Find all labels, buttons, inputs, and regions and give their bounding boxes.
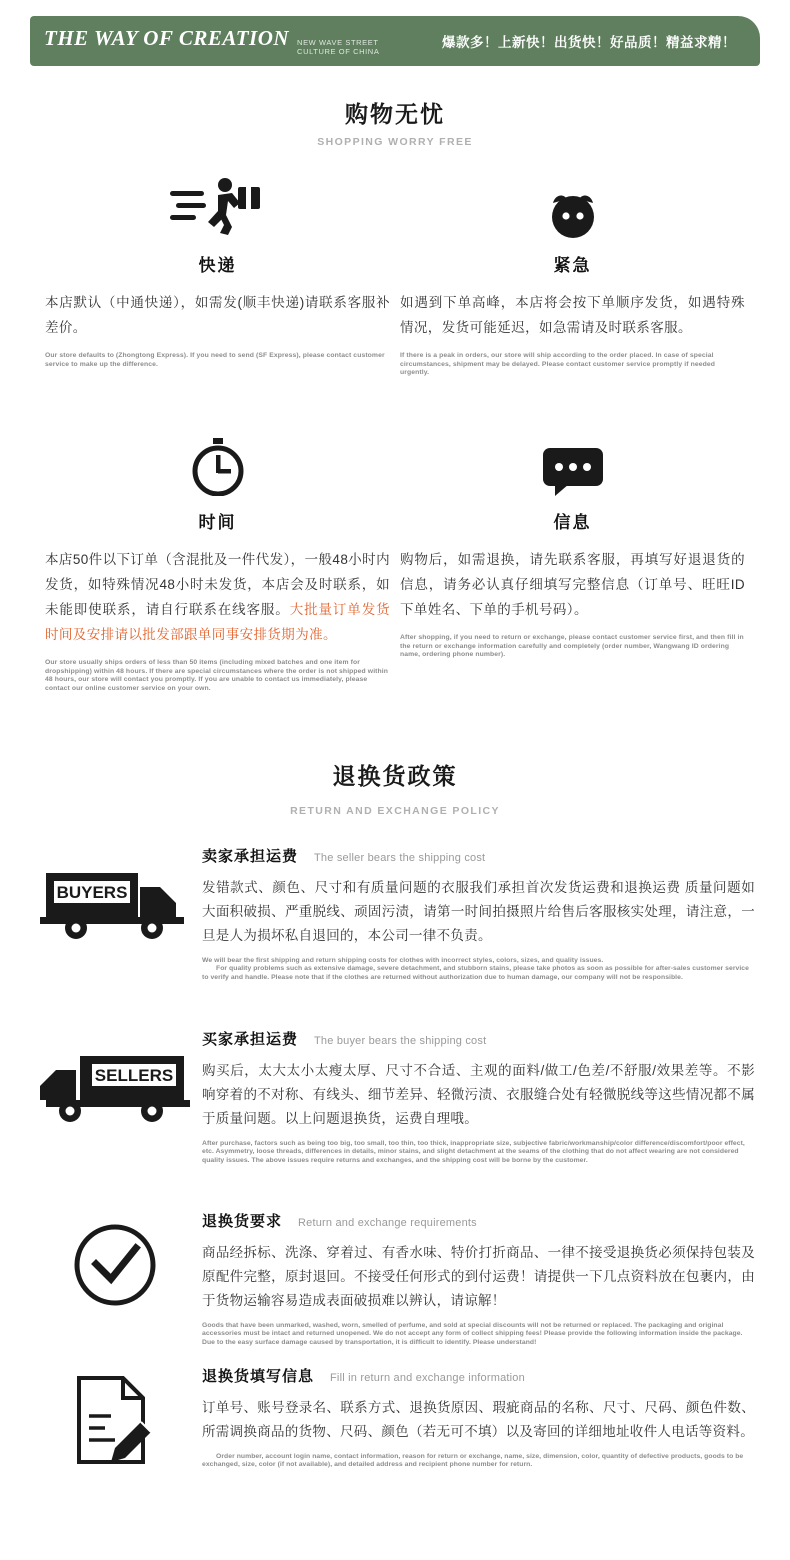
cell-text-en-time: Our store usually ships orders of less than 50 items (including mixed batches and one item for dropshipping) within 48 hours. If there are special circumstances where the order is not shipped within 48 hours, our store will contact you promptly. If you are unable to contact us immediately, please contact our online customer service on your own. (45, 659, 389, 692)
check-circle-icon (40, 1210, 190, 1320)
policy-text-en-buyer-1: After purchase, factors such as being too big, too small, too thin, too thick, inappropriate size, subjective fabric/workmanship/color difference/discomfort/poor effect, etc. Asymmetry, loose threads, differences in details, minor stains, and slight detachment at the seams of the clothing that do not affect wearing are not considered quality issues. The above issues require returns and exchanges, and the shipping cost will be borne by the customer. (202, 1140, 745, 1164)
policy-body-fill-info (202, 1365, 755, 1470)
message-bubble-icon (400, 432, 745, 496)
policy-head-seller-shipping (202, 845, 755, 866)
policy-row-fill-info (40, 1365, 755, 1470)
policy-head-en-buyer: The buyer bears the shipping cost (314, 1035, 487, 1047)
policy-head-requirements (202, 1210, 755, 1231)
policy-head-en-requirements: Return and exchange requirements (298, 1217, 477, 1229)
cell-text-cn-urgent: 如遇到下单高峰，本店将会按下单顺序发货，如遇特殊情况，发货可能延迟，如急需请及时联系客服。 (400, 295, 745, 335)
worry-free-cell-express (45, 175, 390, 369)
policy-body-requirements (202, 1210, 755, 1347)
urgent-face-icon (400, 175, 745, 239)
return-policy-subtitle: RETURN AND EXCHANGE POLICY (290, 805, 500, 817)
cell-title-express: 快递 (198, 256, 237, 275)
cell-title-message: 信息 (553, 513, 592, 532)
document-pencil-icon (40, 1365, 190, 1475)
truck-buyers-icon (40, 845, 190, 955)
truck-label-buyers: BUYERS (56, 883, 128, 902)
policy-head-buyer-shipping (202, 1028, 755, 1049)
cell-text-cn-express: 本店默认（中通快递），如需发(顺丰快递)请联系客服补差价。 (45, 295, 390, 335)
cell-text-cn-message: 购物后，如需退换，请先联系客服，再填写好退退货的信息，请务必认真仔细填写完整信息（订单号、旺旺ID下单姓名、下单的手机号码）。 (400, 552, 745, 617)
policy-text-cn-requirements: 商品经拆标、洗涤、穿着过、有香水味、特价打折商品、一律不接受退换货必须保持包装及原配件完整，原封退回。不接受任何形式的到付运费！请提供一下几点资料放在包裹内，由于货物运输容易造成表面破损难以辨认，请谅解！ (202, 1245, 755, 1308)
policy-head-cn-requirements: 退换货要求 (202, 1213, 283, 1230)
cell-text-cn-time (45, 547, 390, 647)
brand-subtitle-line1: NEW WAVE STREET (297, 38, 379, 47)
policy-text-en-requirements: Goods that have been unmarked, washed, worn, smelled of perfume, and sold at special discounts will not be returned or replaced. The packaging and original accessories must be intact and returned unopened. We do not accept any form of collect shipping fees! Please provide the following information inside the package. Due to the easy surface damage caused by transportation, it is difficult to identify. Please understand! (202, 1322, 743, 1346)
policy-head-fill-info (202, 1365, 755, 1386)
policy-text-cn-buyer: 购买后，太大太小太瘦太厚、尺寸不合适、主观的面料/做工/色差/不舒服/效果差等。不影响穿着的不对称、有线头、细节差异、轻微污渍、衣服缝合处有轻微脱线等这些情况都不属于质量问题。以上问题退换货，运费自理哦。 (202, 1063, 755, 1126)
promo-text: 爆款多！上新快！出货快！好品质！精益求精！ (442, 35, 736, 50)
policy-row-seller-shipping (40, 845, 755, 982)
cell-text-en-message: After shopping, if you need to return or exchange, please contact customer service first, and then fill in the return or exchange information carefully and completely (order number, Wangwang ID ordering name, ordering phone number). (400, 634, 744, 659)
truck-sellers-icon (40, 1028, 190, 1138)
worry-free-cell-time (45, 432, 390, 693)
brand-subtitle-line2: CULTURE OF CHINA (297, 47, 380, 56)
policy-head-cn-fill-info: 退换货填写信息 (202, 1368, 315, 1385)
cell-text-cn-time-plain: 本店50件以下订单（含混批及一件代发），一般48小时内发货，如特殊情况48小时未发货，本店会及时联系，如未能即使联系，请自行联系在线客服。 (45, 552, 390, 617)
policy-head-cn-buyer: 买家承担运费 (202, 1031, 299, 1048)
return-policy-title: 退换货政策 (332, 763, 458, 789)
policy-text-cn-fill-info: 订单号、账号登录名、联系方式、退换货原因、瑕疵商品的名称、尺寸、尺码、颜色件数、所需调换商品的货物、尺码、颜色（若无可不填）以及寄回的详细地址收件人电话等资料。 (202, 1400, 755, 1439)
worry-free-cell-message (400, 432, 745, 660)
cell-title-time: 时间 (198, 513, 237, 532)
shopping-worry-free-title: 购物无忧 (345, 101, 445, 127)
cell-text-en-express: Our store defaults to (Zhongtong Express). If you need to send (SF Express), please contact customer service to make up the difference. (45, 352, 385, 368)
policy-head-cn-seller: 卖家承担运费 (202, 848, 299, 865)
cell-title-urgent: 紧急 (553, 256, 592, 275)
policy-row-buyer-shipping (40, 1028, 755, 1165)
brand-block (44, 26, 379, 56)
policy-body-buyer-shipping (202, 1028, 755, 1165)
policy-head-en-seller: The seller bears the shipping cost (314, 852, 486, 864)
cell-text-en-urgent: If there is a peak in orders, our store will ship according to the order placed. In case of special circumstances, shipment may be delayed. Please contact customer service promptly if needed urgently. (400, 352, 715, 377)
policy-text-en-seller-1: We will bear the first shipping and return shipping costs for clothes with incorrect styles, colors, sizes, and quality issues. (202, 957, 604, 964)
policy-text-en-fill-info: Order number, account login name, contact information, reason for return or exchange, name, size, dimension, color, quantity of defective products, goods to be exchanged, size, color (if not available), and detailed address and recipient phone number for return. (202, 1453, 744, 1469)
policy-row-requirements (40, 1210, 755, 1347)
cell-text-cn-time-highlight: 大批量订单发货时间及安排请以批发部跟单同事安排货期为准。 (45, 602, 390, 642)
policy-body-seller-shipping (202, 845, 755, 982)
brand-subtitle (297, 38, 379, 56)
brand-title: THE WAY OF CREATION (44, 26, 290, 50)
policy-head-en-fill-info: Fill in return and exchange information (330, 1372, 525, 1384)
policy-text-cn-seller: 发错款式、颜色、尺寸和有质量问题的衣服我们承担首次发货运费和退换运费 质量问题如大面积破损、严重脱线、顽固污渍，请第一时间拍摄照片给售后客服核实处理，请注意，一旦是人为损坏私自退回的，本公司一律不负责。 (202, 880, 755, 943)
shopping-worry-free-subtitle: SHOPPING WORRY FREE (317, 136, 473, 148)
clock-icon (45, 432, 390, 496)
worry-free-cell-urgent (400, 175, 745, 378)
delivery-runner-icon (45, 175, 390, 239)
policy-text-en-seller-2: For quality problems such as extensive damage, severe detachment, and stubborn stains, please take photos as soon as possible for after-sales customer service to verify and handle. Please note that if the clothes are returned without authorization due to human damage, our company will not be responsible. (202, 965, 749, 981)
header-banner (30, 16, 760, 66)
truck-label-sellers: SELLERS (94, 1066, 174, 1085)
